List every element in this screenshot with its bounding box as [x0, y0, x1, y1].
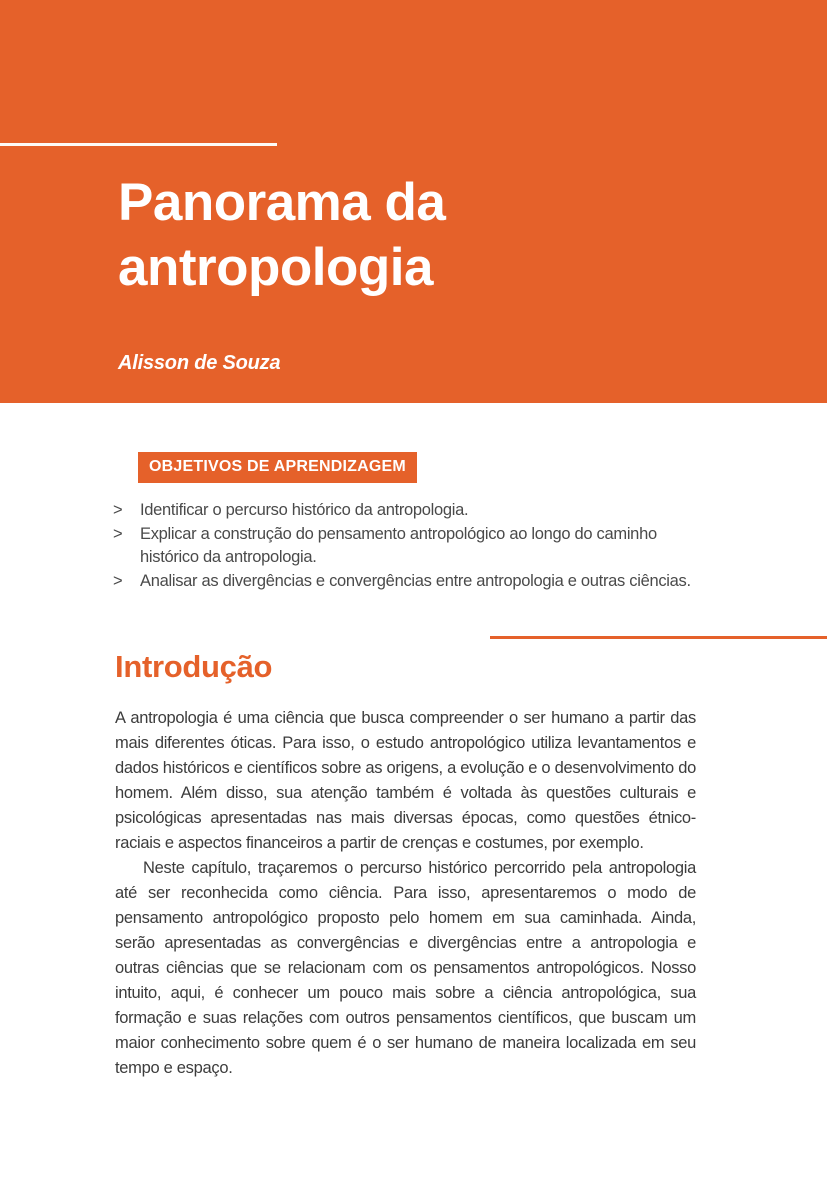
list-item	[113, 499, 713, 522]
bullet-marker: >	[113, 525, 123, 543]
chapter-author: Alisson de Souza	[118, 352, 281, 374]
chapter-title-line-1: Panorama da	[118, 173, 446, 232]
chapter-header	[0, 0, 827, 403]
bullet-marker: >	[113, 501, 123, 519]
bullet-marker: >	[113, 572, 123, 590]
chapter-title-line-2: antropologia	[118, 238, 433, 297]
intro-paragraph-2: Neste capítulo, traçaremos o percurso histórico percorrido pela antropologia até ser reconhecida como ciência. Para isso, apresentaremos o modo de pensamento antropológico proposto pelo homem em sua caminhada. Ainda, serão apresentadas as convergências e divergências entre a antropologia e outras ciências que se relacionam com os pensamentos antropológicos. Nosso intuito, aqui, é conhecer um pouco mais sobre a ciência antropológica, sua formação e suas relações com outros pensamentos científicos, que buscam um maior conhecimento sobre quem é o ser humano de maneira localizada em seu tempo e espaço.	[115, 859, 696, 1077]
intro-paragraph-1: A antropologia é uma ciência que busca compreender o ser humano a partir das mais diferentes óticas. Para isso, o estudo antropológico utiliza levantamentos e dados históricos e científicos sobre as origens, a evolução e o desenvolvimento do homem. Além disso, sua atenção também é voltada às questões culturais e psicológicas apresentadas nas mais diversas épocas, como questões étnico-raciais e aspectos financeiros a partir de crenças e costumes, por exemplo.	[115, 709, 696, 852]
objective-text: Analisar as divergências e convergências entre antropologia e outras ciências.	[140, 572, 691, 590]
section-heading-introducao: Introdução	[115, 649, 273, 684]
objective-text: Identificar o percurso histórico da antropologia.	[140, 501, 469, 519]
objectives-list	[113, 499, 713, 594]
header-accent-rule	[0, 143, 277, 146]
list-item	[113, 570, 713, 593]
chapter-title	[118, 170, 738, 300]
list-item	[113, 523, 713, 569]
objectives-badge: OBJETIVOS DE APRENDIZAGEM	[138, 452, 417, 483]
intro-body	[115, 706, 696, 1081]
objective-text: Explicar a construção do pensamento antropológico ao longo do caminho histórico da antropologia.	[140, 525, 657, 566]
section-divider-rule	[490, 636, 827, 639]
